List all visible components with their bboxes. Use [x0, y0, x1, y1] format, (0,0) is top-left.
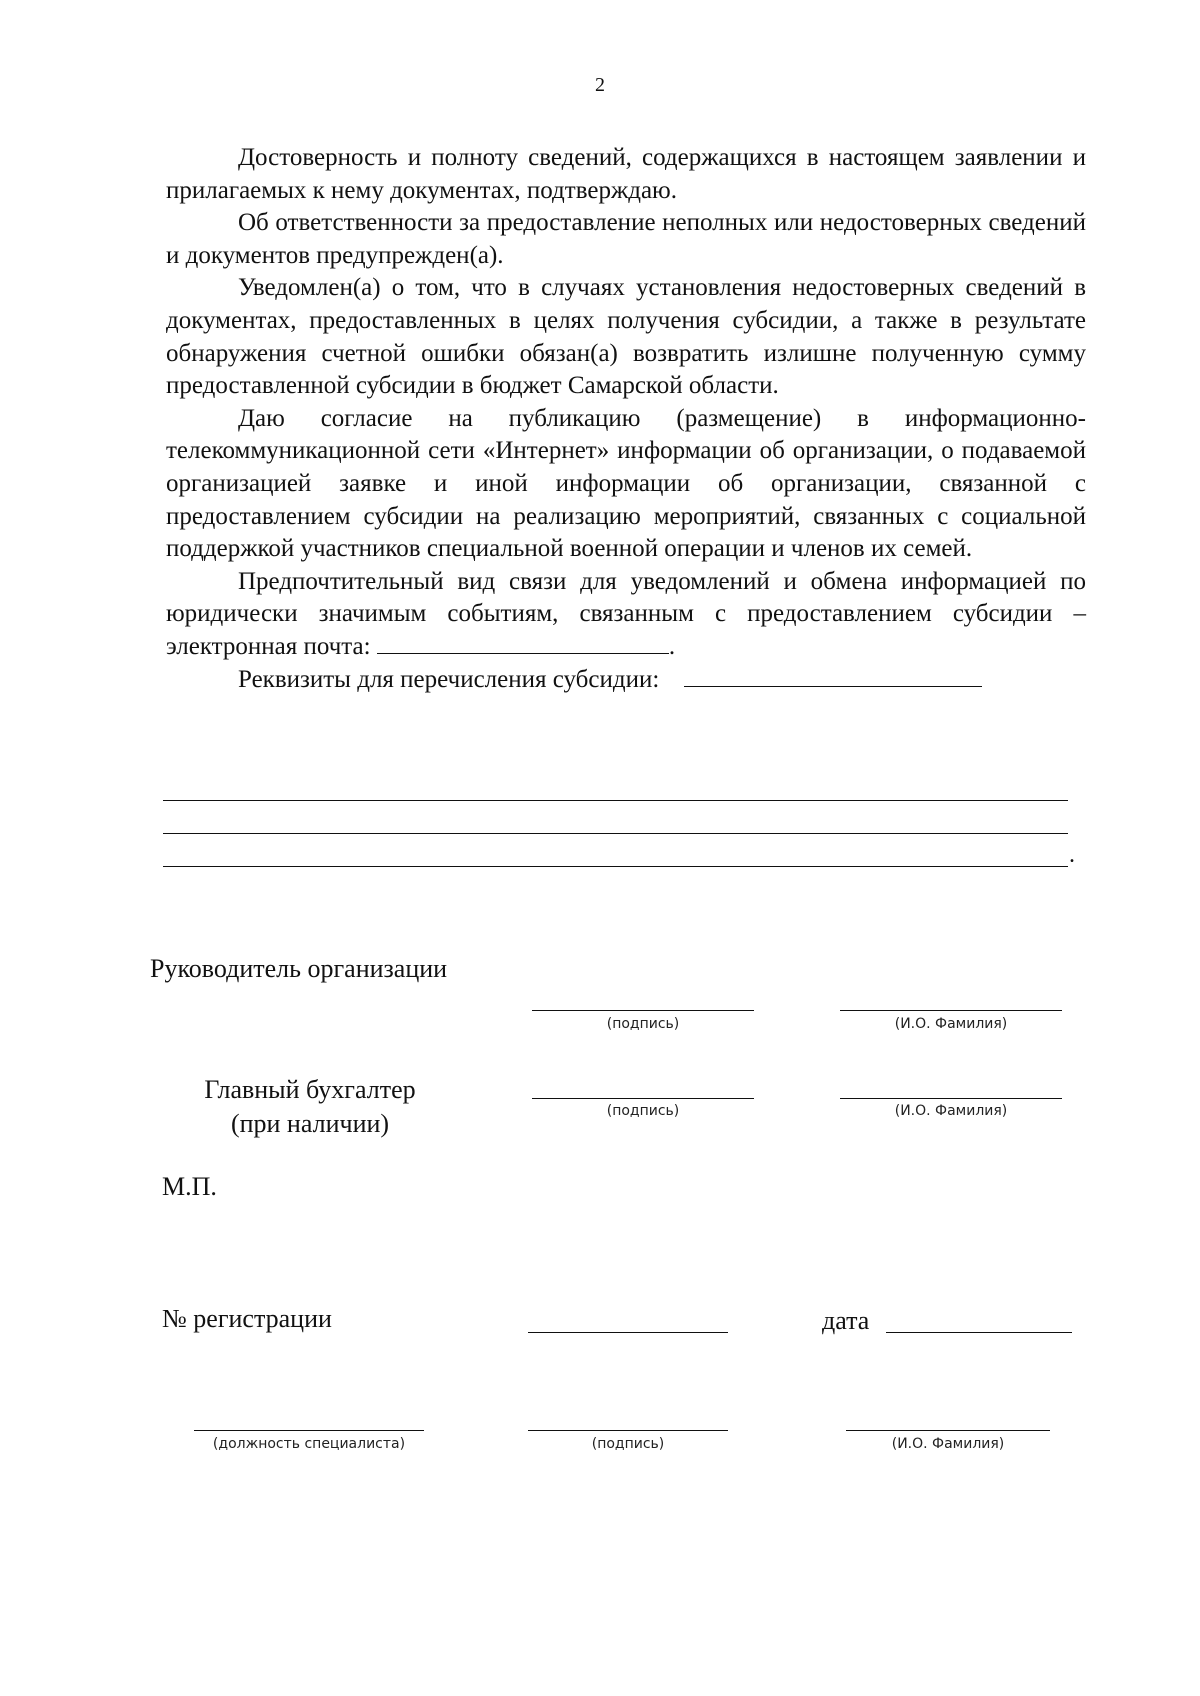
requisites-end: . [1069, 842, 1075, 868]
paragraph-requisites [166, 664, 1086, 697]
date-field[interactable] [886, 1332, 1072, 1333]
head-name-field[interactable] [840, 1010, 1062, 1011]
registration-number-field[interactable] [528, 1332, 728, 1333]
paragraph-notification: Уведомлен(а) о том, что в случаях установления недостоверных сведений в документах, предоставленных в целях получения субсидии, а также в результате обнаружения счетной ошибки обязан(а) возвратить излишне полученную сумму предоставленной субсидии в бюджет Самарской области. [166, 274, 1086, 400]
specialist-position-caption: (должность специалиста) [212, 1436, 406, 1452]
statement-body [166, 142, 1086, 696]
registration-label: № регистрации [162, 1304, 332, 1333]
specialist-signature-caption: (подпись) [591, 1436, 665, 1452]
head-name-caption: (И.О. Фамилия) [894, 1016, 1008, 1032]
accountant-title: Главный бухгалтер [204, 1075, 416, 1104]
accountant-signature-caption: (подпись) [606, 1103, 680, 1119]
accountant-name-caption: (И.О. Фамилия) [894, 1103, 1008, 1119]
paragraph-responsibility: Об ответственности за предоставление неполных или недостоверных сведений и документов предупрежден(а). [166, 209, 1086, 269]
accountant-signature-field[interactable] [532, 1098, 754, 1099]
accountant-label [180, 1073, 440, 1141]
requisites-field-3[interactable] [163, 833, 1068, 834]
specialist-position-field[interactable] [194, 1430, 424, 1431]
date-label: дата [822, 1306, 870, 1335]
contact-text: Предпочтительный вид связи для уведомлений и обмена информацией по юридически значимым событиям, связанным с предоставлением субсидии – электронная почта: [166, 567, 1086, 660]
head-signature-field[interactable] [532, 1010, 754, 1011]
specialist-signature-field[interactable] [528, 1430, 728, 1431]
requisites-field-1[interactable] [684, 664, 982, 687]
email-field[interactable] [377, 631, 669, 654]
page-number: 2 [595, 74, 605, 96]
requisites-field-2[interactable] [163, 800, 1068, 801]
specialist-name-caption: (И.О. Фамилия) [891, 1436, 1005, 1452]
accountant-note: (при наличии) [230, 1109, 390, 1138]
stamp-label: М.П. [162, 1172, 217, 1201]
specialist-name-field[interactable] [846, 1430, 1050, 1431]
paragraph-accuracy: Достоверность и полноту сведений, содержащихся в настоящем заявлении и прилагаемых к нему документах, подтверждаю. [166, 144, 1086, 204]
email-end: . [668, 632, 676, 660]
requisites-field-4[interactable] [163, 866, 1068, 867]
requisites-label: Реквизиты для перечисления субсидии: [238, 665, 660, 693]
accountant-name-field[interactable] [840, 1098, 1062, 1099]
head-signature-caption: (подпись) [606, 1016, 680, 1032]
paragraph-contact [166, 566, 1086, 664]
paragraph-consent: Даю согласие на публикацию (размещение) в информационно-телекоммуникационной сети «Интернет» информации об организации, о подаваемой организацией заявке и иной информации об организации, связанной с предоставлением субсидии на реализацию мероприятий, связанных с социальной поддержкой участников специальной военной операции и членов их семей. [166, 404, 1086, 563]
head-label: Руководитель организации [150, 954, 448, 983]
